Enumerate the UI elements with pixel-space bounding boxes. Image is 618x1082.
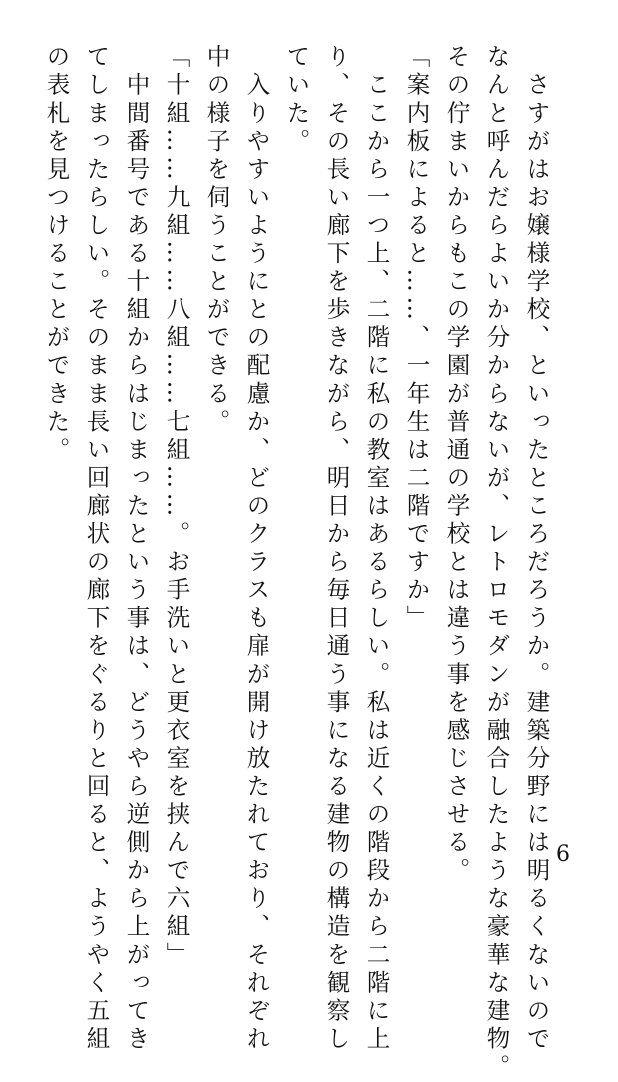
text-line-2: なんと呼んだらよいか分からないが、レトロモダンが融合したような豪華な建物。	[482, 44, 511, 1082]
text-line-13: の表札を見つけることができた。	[42, 44, 71, 465]
text-line-11: 中間番号である十組からはじまったという事は、どうやら逆側から上がってき	[122, 44, 151, 1054]
text-line-4: 「案内板によると……、一年生は二階ですか」	[402, 44, 431, 634]
text-line-8: 入りやすいようにとの配慮か、どのクラスも扉が開け放たれており、それぞれ	[242, 44, 271, 1054]
text-line-9: 中の様子を伺うことができる。	[202, 44, 231, 437]
text-line-1: さすがはお嬢様学校、といったところだろうか。建築分野には明るくないので	[522, 44, 551, 1054]
text-line-6: り、その長い廊下を歩きながら、明日から毎日通う事になる建物の構造を観察し	[322, 44, 351, 1054]
page-number: 6	[556, 842, 570, 867]
text-line-10: 「十組……九組……八組……七組……。お手洗いと更衣室を挟んで六組」	[162, 44, 191, 970]
text-line-12: てしまったらしい。そのまま長い回廊状の廊下をぐるりと回ると、ようやく五組	[82, 44, 111, 1054]
text-line-5: ここから一つ上、二階に私の教室はあるらしい。私は近くの階段から二階に上	[362, 44, 391, 1054]
text-line-7: ていた。	[282, 44, 311, 157]
text-line-3: その佇まいからもこの学園が普通の学校とは違う事を感じさせる。	[442, 44, 471, 886]
